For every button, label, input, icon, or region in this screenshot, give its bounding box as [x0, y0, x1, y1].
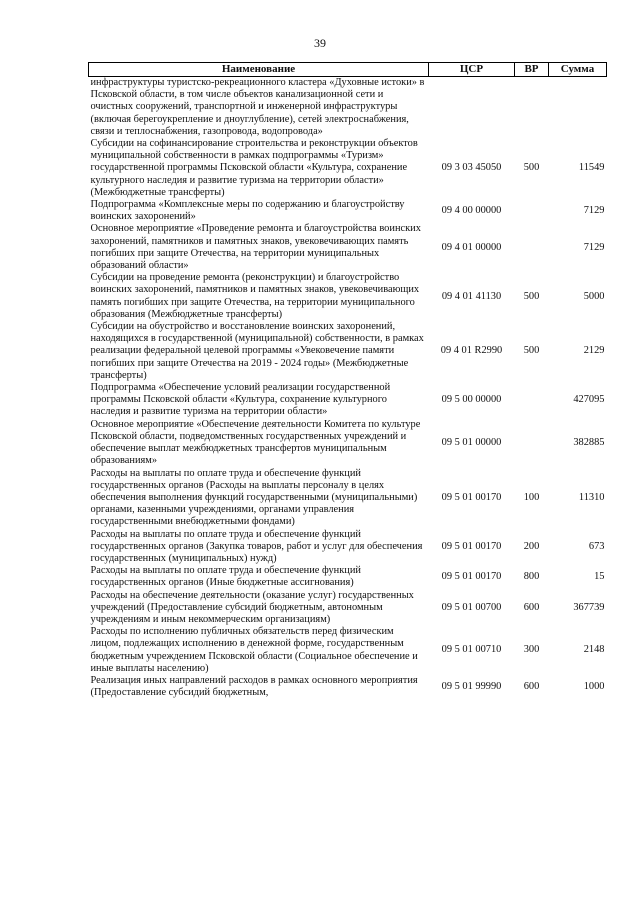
row-sum-cell: 2129: [583, 345, 605, 357]
row-sum-cell: 15: [594, 571, 605, 583]
column-header-csr: ЦСР: [429, 63, 515, 77]
row-vr-cell: [515, 199, 549, 223]
row-name-cell: Субсидии на софинансирование строительства и реконструкции объектов муниципальной собственности в рамках подпрограммы «Туризм» государственной программы Псковской области «Культура, сохранение культурного наследия и развитие туризма на территории области» (Межбюджетные трансферты): [90, 138, 418, 198]
table-row: [89, 199, 607, 223]
row-sum-cell: 11310: [578, 491, 605, 503]
row-name-cell: Основное мероприятие «Обеспечение деятельности Комитета по культуре Псковской области, подведомственных государственных учреждений и обеспечение выплат межбюджетных трансфертов муниципальным образованиям»: [90, 418, 421, 467]
table-header-row: [89, 63, 607, 77]
row-vr-cell: 300: [523, 644, 540, 656]
row-vr-cell: 500: [523, 290, 540, 302]
row-csr-cell: 09 4 01 R2990: [440, 345, 503, 357]
row-sum-cell: 11549: [578, 162, 605, 174]
row-name-cell: инфраструктуры туристско-рекреационного кластера «Духовные истоки» в Псковской области, в том числе объектов канализационной сети и очистных сооружений, транспортной и инженерной инфраструктуры (включая берегоукрепление и дноуглубление), сетей электроснабжения, связи и теплоснабжения, газопровода, водопровода»: [90, 77, 425, 137]
table-row: [89, 565, 607, 589]
table-row: [89, 138, 607, 199]
row-sum-cell: [549, 77, 607, 139]
table-row: [89, 626, 607, 675]
table-row: [89, 529, 607, 566]
row-sum-cell: 382885: [573, 436, 605, 448]
row-name-cell: Подпрограмма «Комплексные меры по содержанию и благоустройству воинских захоронений»: [90, 199, 405, 223]
row-name-cell: Расходы на обеспечение деятельности (оказание услуг) государственных учреждений (Предоставление субсидий бюджетным, автономным учреждениям и иным некоммерческим организациям): [90, 589, 414, 625]
row-sum-cell: 2148: [583, 644, 605, 656]
row-vr-cell: 600: [523, 681, 540, 693]
row-vr-cell: 800: [523, 571, 540, 583]
row-csr-cell: 09 5 00 00000: [441, 394, 502, 406]
row-vr-cell: 600: [523, 601, 540, 613]
row-csr-cell: 09 5 01 00700: [441, 601, 502, 613]
row-vr-cell: [515, 223, 549, 272]
row-vr-cell: 200: [523, 540, 540, 552]
row-csr-cell: 09 3 03 45050: [441, 162, 502, 174]
page-number: 39: [314, 36, 326, 50]
table-row: [89, 382, 607, 419]
row-name-cell: Расходы на выплаты по оплате труда и обеспечение функций государственных органов (Иные бюджетные ассигнования): [90, 565, 361, 589]
table-row: [89, 272, 607, 321]
column-header-name: Наименование: [89, 63, 429, 77]
row-vr-cell: [515, 419, 549, 468]
row-vr-cell: [515, 382, 549, 419]
row-csr-cell: 09 5 01 00000: [441, 436, 502, 448]
row-vr-cell: [515, 77, 549, 139]
row-name-cell: Расходы на выплаты по оплате труда и обеспечение функций государственных органов (Расходы на выплаты персоналу в целях обеспечения выполнения функций государственными (муниципальными) органами, казенными учреждениями, органами управления государственными внебюджетными фондами): [90, 467, 418, 528]
table-row: [89, 321, 607, 382]
row-csr-cell: 09 4 01 00000: [441, 241, 502, 253]
row-name-cell: Расходы по исполнению публичных обязательств перед физическим лицом, подлежащих исполнению в денежной форме, государственным бюджетным учреждением Псковской области (Социальное обеспечение и иные выплаты населению): [90, 626, 418, 674]
table-body: [89, 77, 607, 700]
row-sum-cell: 673: [588, 540, 605, 552]
row-csr-cell: 09 5 01 00710: [441, 644, 502, 656]
budget-table: [88, 62, 607, 699]
row-csr-cell: 09 4 01 41130: [441, 290, 502, 302]
table-row: [89, 468, 607, 529]
row-sum-cell: 5000: [583, 290, 605, 302]
row-csr-cell: 09 4 00 00000: [441, 205, 502, 217]
row-name-cell: Основное мероприятие «Проведение ремонта и благоустройства воинских захоронений, памятников и памятных знаков, увековечивающих память погибших при защите Отечества, на территории муниципальных образований области»: [90, 223, 421, 272]
row-name-cell: Подпрограмма «Обеспечение условий реализации государственной программы Псковской области «Культура, сохранение культурного наследия и развитие туризма на территории области»: [90, 382, 391, 418]
row-sum-cell: 1000: [583, 681, 605, 693]
row-sum-cell: 427095: [573, 394, 605, 406]
row-csr-cell: 09 5 01 00170: [441, 571, 502, 583]
row-sum-cell: 7129: [583, 205, 605, 217]
table-row: [89, 590, 607, 627]
row-csr-cell: 09 5 01 00170: [441, 491, 502, 503]
row-name-cell: Реализация иных направлений расходов в рамках основного мероприятия (Предоставление субсидий бюджетным,: [90, 674, 418, 699]
table-row: [89, 223, 607, 272]
row-name-cell: Субсидии на проведение ремонта (реконструкции) и благоустройство воинских захоронений, памятников и памятных знаков, увековечивающих память погибших при защите Отечества, на территории муниципального образования (Межбюджетные трансферты): [90, 272, 420, 320]
row-name-cell: Субсидии на обустройство и восстановление воинских захоронений, находящихся в государственной (муниципальной) собственности, в рамках реализации федеральной целевой программы «Увековечение памяти погибших при защите Отечества на 2019 - 2024 годы» (Межбюджетные трансферты): [90, 321, 424, 381]
column-header-sum: Сумма: [549, 63, 607, 77]
row-csr-cell: [429, 77, 515, 139]
row-vr-cell: 100: [523, 491, 540, 503]
column-header-vr: ВР: [515, 63, 549, 77]
row-sum-cell: 367739: [573, 601, 605, 613]
row-vr-cell: 500: [523, 162, 540, 174]
table-row: [89, 419, 607, 468]
table-row: [89, 77, 607, 139]
row-name-cell: Расходы на выплаты по оплате труда и обеспечение функций государственных органов (Закупка товаров, работ и услуг для обеспечения государственных (муниципальных) нужд): [90, 528, 423, 564]
row-csr-cell: 09 5 01 99990: [441, 681, 502, 693]
table-row: [89, 675, 607, 699]
row-vr-cell: 500: [523, 345, 540, 357]
row-csr-cell: 09 5 01 00170: [441, 540, 502, 552]
row-sum-cell: 7129: [583, 241, 605, 253]
